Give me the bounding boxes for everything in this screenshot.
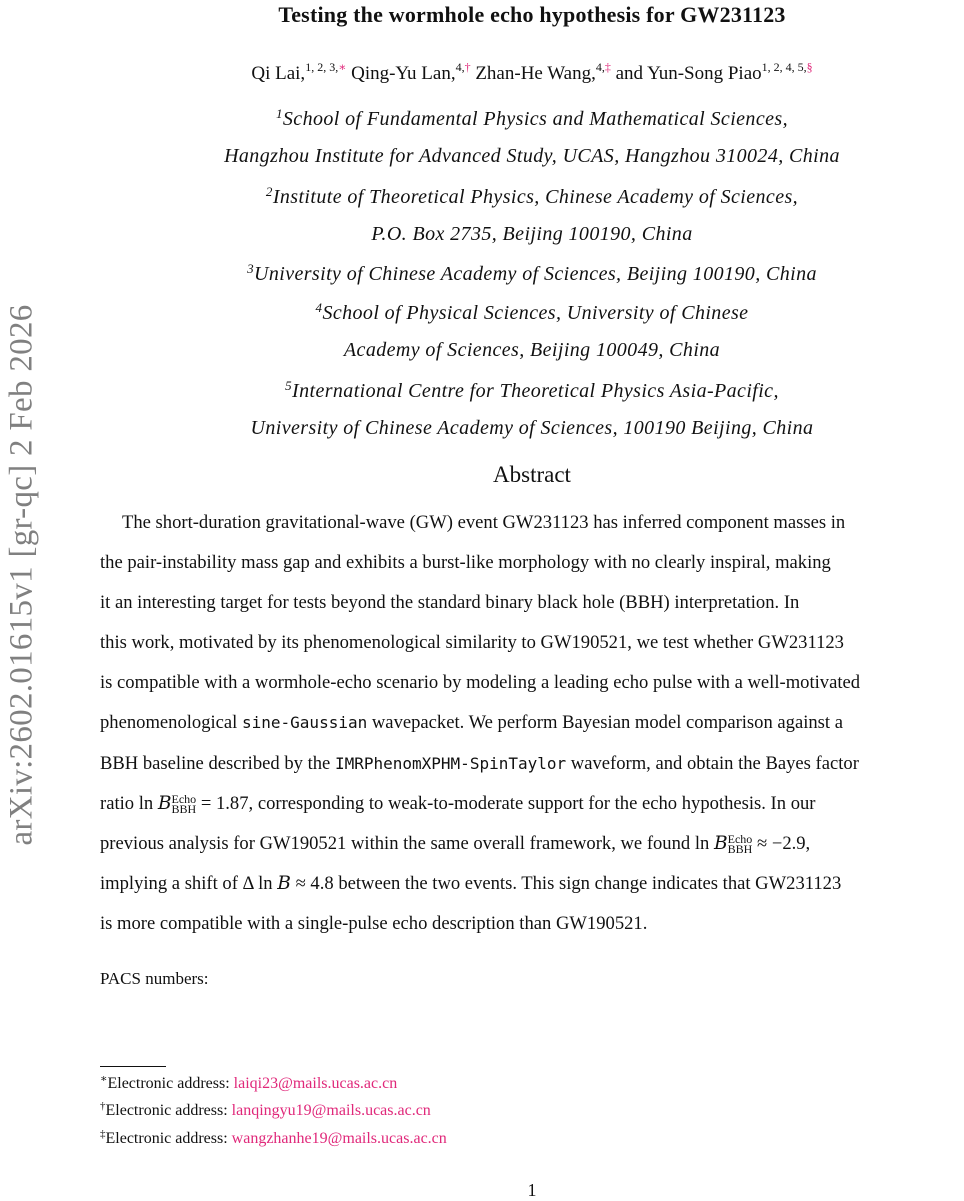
affiliation-number: 2 bbox=[265, 184, 273, 199]
abstract-heading: Abstract bbox=[493, 462, 571, 487]
author-name: and Yun-Song Piao bbox=[615, 63, 762, 84]
abstract-line: is compatible with a wormhole-echo scenario by modeling a leading echo pulse with a well-motivated bbox=[100, 672, 861, 694]
affiliation-text: School of Fundamental Physics and Mathematical Sciences, bbox=[282, 108, 788, 130]
abstract-body bbox=[100, 503, 964, 944]
bayes-factor-symbol: B bbox=[277, 872, 291, 894]
author-footnote-link[interactable]: ‡ bbox=[604, 60, 611, 74]
abstract-line bbox=[100, 864, 964, 904]
abstract-line bbox=[100, 784, 964, 824]
arxiv-identifier[interactable]: arXiv:2602.01615v1 [gr-qc] 2 Feb 2026 bbox=[3, 304, 40, 846]
bayes-sup: Echo bbox=[727, 831, 753, 846]
abstract-text: previous analysis for GW190521 within the same overall framework, we found ln bbox=[100, 832, 710, 854]
bayes-sub: BBH bbox=[727, 841, 753, 856]
author-affil-numbers: 4, bbox=[455, 60, 465, 74]
abstract-text: ratio ln bbox=[100, 792, 154, 814]
bayes-factor-indices bbox=[171, 791, 197, 816]
affiliation-line bbox=[100, 417, 964, 440]
abstract-text: ≈ 4.8 between the two events. This sign change indicates that GW231123 bbox=[290, 872, 842, 894]
email-link[interactable]: lanqingyu19@mails.ucas.ac.cn bbox=[231, 1102, 431, 1119]
author-footnote-link[interactable]: § bbox=[806, 60, 813, 74]
author-name: Qing-Yu Lan, bbox=[351, 63, 456, 84]
abstract-text: implying a shift of Δ ln bbox=[100, 872, 273, 894]
bayes-factor-symbol: B bbox=[157, 792, 172, 814]
email-link[interactable]: wangzhanhe19@mails.ucas.ac.cn bbox=[231, 1130, 447, 1147]
footnote bbox=[100, 1072, 397, 1093]
affiliation-text: Institute of Theoretical Physics, Chinese Academy of Sciences, bbox=[272, 186, 799, 208]
affiliation-line bbox=[100, 145, 964, 168]
abstract-text: = 1.87, corresponding to weak-to-moderate support for the echo hypothesis. In our bbox=[196, 792, 816, 814]
abstract-line: this work, motivated by its phenomenological similarity to GW190521, we test whether GW231123 bbox=[100, 632, 844, 654]
affiliation-text: Academy of Sciences, Beijing 100049, China bbox=[343, 339, 721, 361]
page-number: 1 bbox=[527, 1180, 537, 1200]
author-affil-numbers: 4, bbox=[595, 60, 605, 74]
affiliation-line bbox=[100, 378, 964, 403]
affiliation-number: 5 bbox=[285, 378, 293, 393]
pacs-numbers: PACS numbers: bbox=[100, 969, 209, 988]
affiliation-number: 3 bbox=[247, 261, 254, 276]
affiliation-number: 1 bbox=[276, 106, 283, 121]
author-footnote-link[interactable]: ∗ bbox=[338, 60, 347, 74]
author-name: Zhan-He Wang, bbox=[475, 63, 596, 84]
footnote bbox=[100, 1128, 447, 1148]
footnote-mark: ∗ bbox=[100, 1073, 108, 1085]
affiliation-number: 4 bbox=[315, 300, 323, 315]
abstract-text: phenomenological bbox=[100, 712, 242, 734]
affiliation-line bbox=[100, 223, 964, 246]
abstract-line bbox=[100, 824, 964, 864]
bayes-sup: Echo bbox=[171, 791, 197, 806]
footnote-mark: † bbox=[100, 1100, 106, 1112]
affiliation-line bbox=[100, 106, 964, 131]
affiliation-text: University of Chinese Academy of Sciences, Beijing 100190, China bbox=[254, 263, 817, 285]
bayes-factor-symbol: B bbox=[713, 832, 728, 854]
affiliation-text: School of Physical Sciences, University of Chinese bbox=[322, 302, 749, 324]
affiliation-text: P.O. Box 2735, Beijing 100190, China bbox=[371, 223, 693, 245]
code-waveform-name: IMRPhenomXPHM-SpinTaylor bbox=[334, 753, 567, 773]
email-link[interactable]: laiqi23@mails.ucas.ac.cn bbox=[233, 1075, 398, 1092]
footnote-label: Electronic address: bbox=[107, 1075, 234, 1092]
footnote bbox=[100, 1100, 431, 1120]
affiliation-line bbox=[100, 300, 964, 325]
footnote-label: Electronic address: bbox=[105, 1130, 232, 1147]
arxiv-sidebar bbox=[2, 250, 42, 900]
abstract-text: BBH baseline described by the bbox=[100, 752, 335, 774]
bayes-sub: BBH bbox=[171, 801, 197, 816]
affiliation-line bbox=[100, 339, 964, 362]
paper-title: Testing the wormhole echo hypothesis for GW231123 bbox=[278, 2, 786, 27]
code-sine-gaussian: sine-Gaussian bbox=[242, 713, 368, 733]
abstract-line: is more compatible with a single-pulse echo description than GW190521. bbox=[100, 912, 648, 934]
abstract-line: it an interesting target for tests beyond the standard binary black hole (BBH) interpretation. In bbox=[100, 592, 800, 614]
footnote-label: Electronic address: bbox=[105, 1102, 232, 1119]
author-footnote-link[interactable]: † bbox=[464, 60, 471, 74]
author-affil-numbers: 1, 2, 4, 5, bbox=[761, 60, 807, 74]
abstract-text: ≈ −2.9, bbox=[752, 832, 811, 854]
affiliation-text: International Centre for Theoretical Physics Asia-Pacific, bbox=[292, 380, 779, 402]
affiliation-text: Hangzhou Institute for Advanced Study, UCAS, Hangzhou 310024, China bbox=[224, 145, 840, 167]
author-affil-numbers: 1, 2, 3, bbox=[305, 60, 339, 74]
author-list bbox=[100, 60, 964, 85]
abstract-line bbox=[100, 744, 964, 784]
footnote-rule bbox=[100, 1066, 166, 1067]
footnote-mark: ‡ bbox=[100, 1128, 106, 1140]
abstract-text: waveform, and obtain the Bayes factor bbox=[566, 752, 859, 774]
abstract-line bbox=[100, 703, 964, 743]
affiliation-text: University of Chinese Academy of Sciences, 100190 Beijing, China bbox=[250, 417, 814, 439]
bayes-factor-indices bbox=[727, 831, 753, 856]
abstract-line: The short-duration gravitational-wave (GW) event GW231123 has inferred component masses in bbox=[122, 512, 846, 533]
author-name: Qi Lai, bbox=[251, 63, 306, 84]
affiliation-line bbox=[100, 261, 964, 286]
abstract-line: the pair-instability mass gap and exhibits a burst-like morphology with no clearly inspiral, making bbox=[100, 552, 831, 574]
abstract-text: wavepacket. We perform Bayesian model comparison against a bbox=[367, 712, 843, 734]
affiliation-line bbox=[100, 184, 964, 209]
